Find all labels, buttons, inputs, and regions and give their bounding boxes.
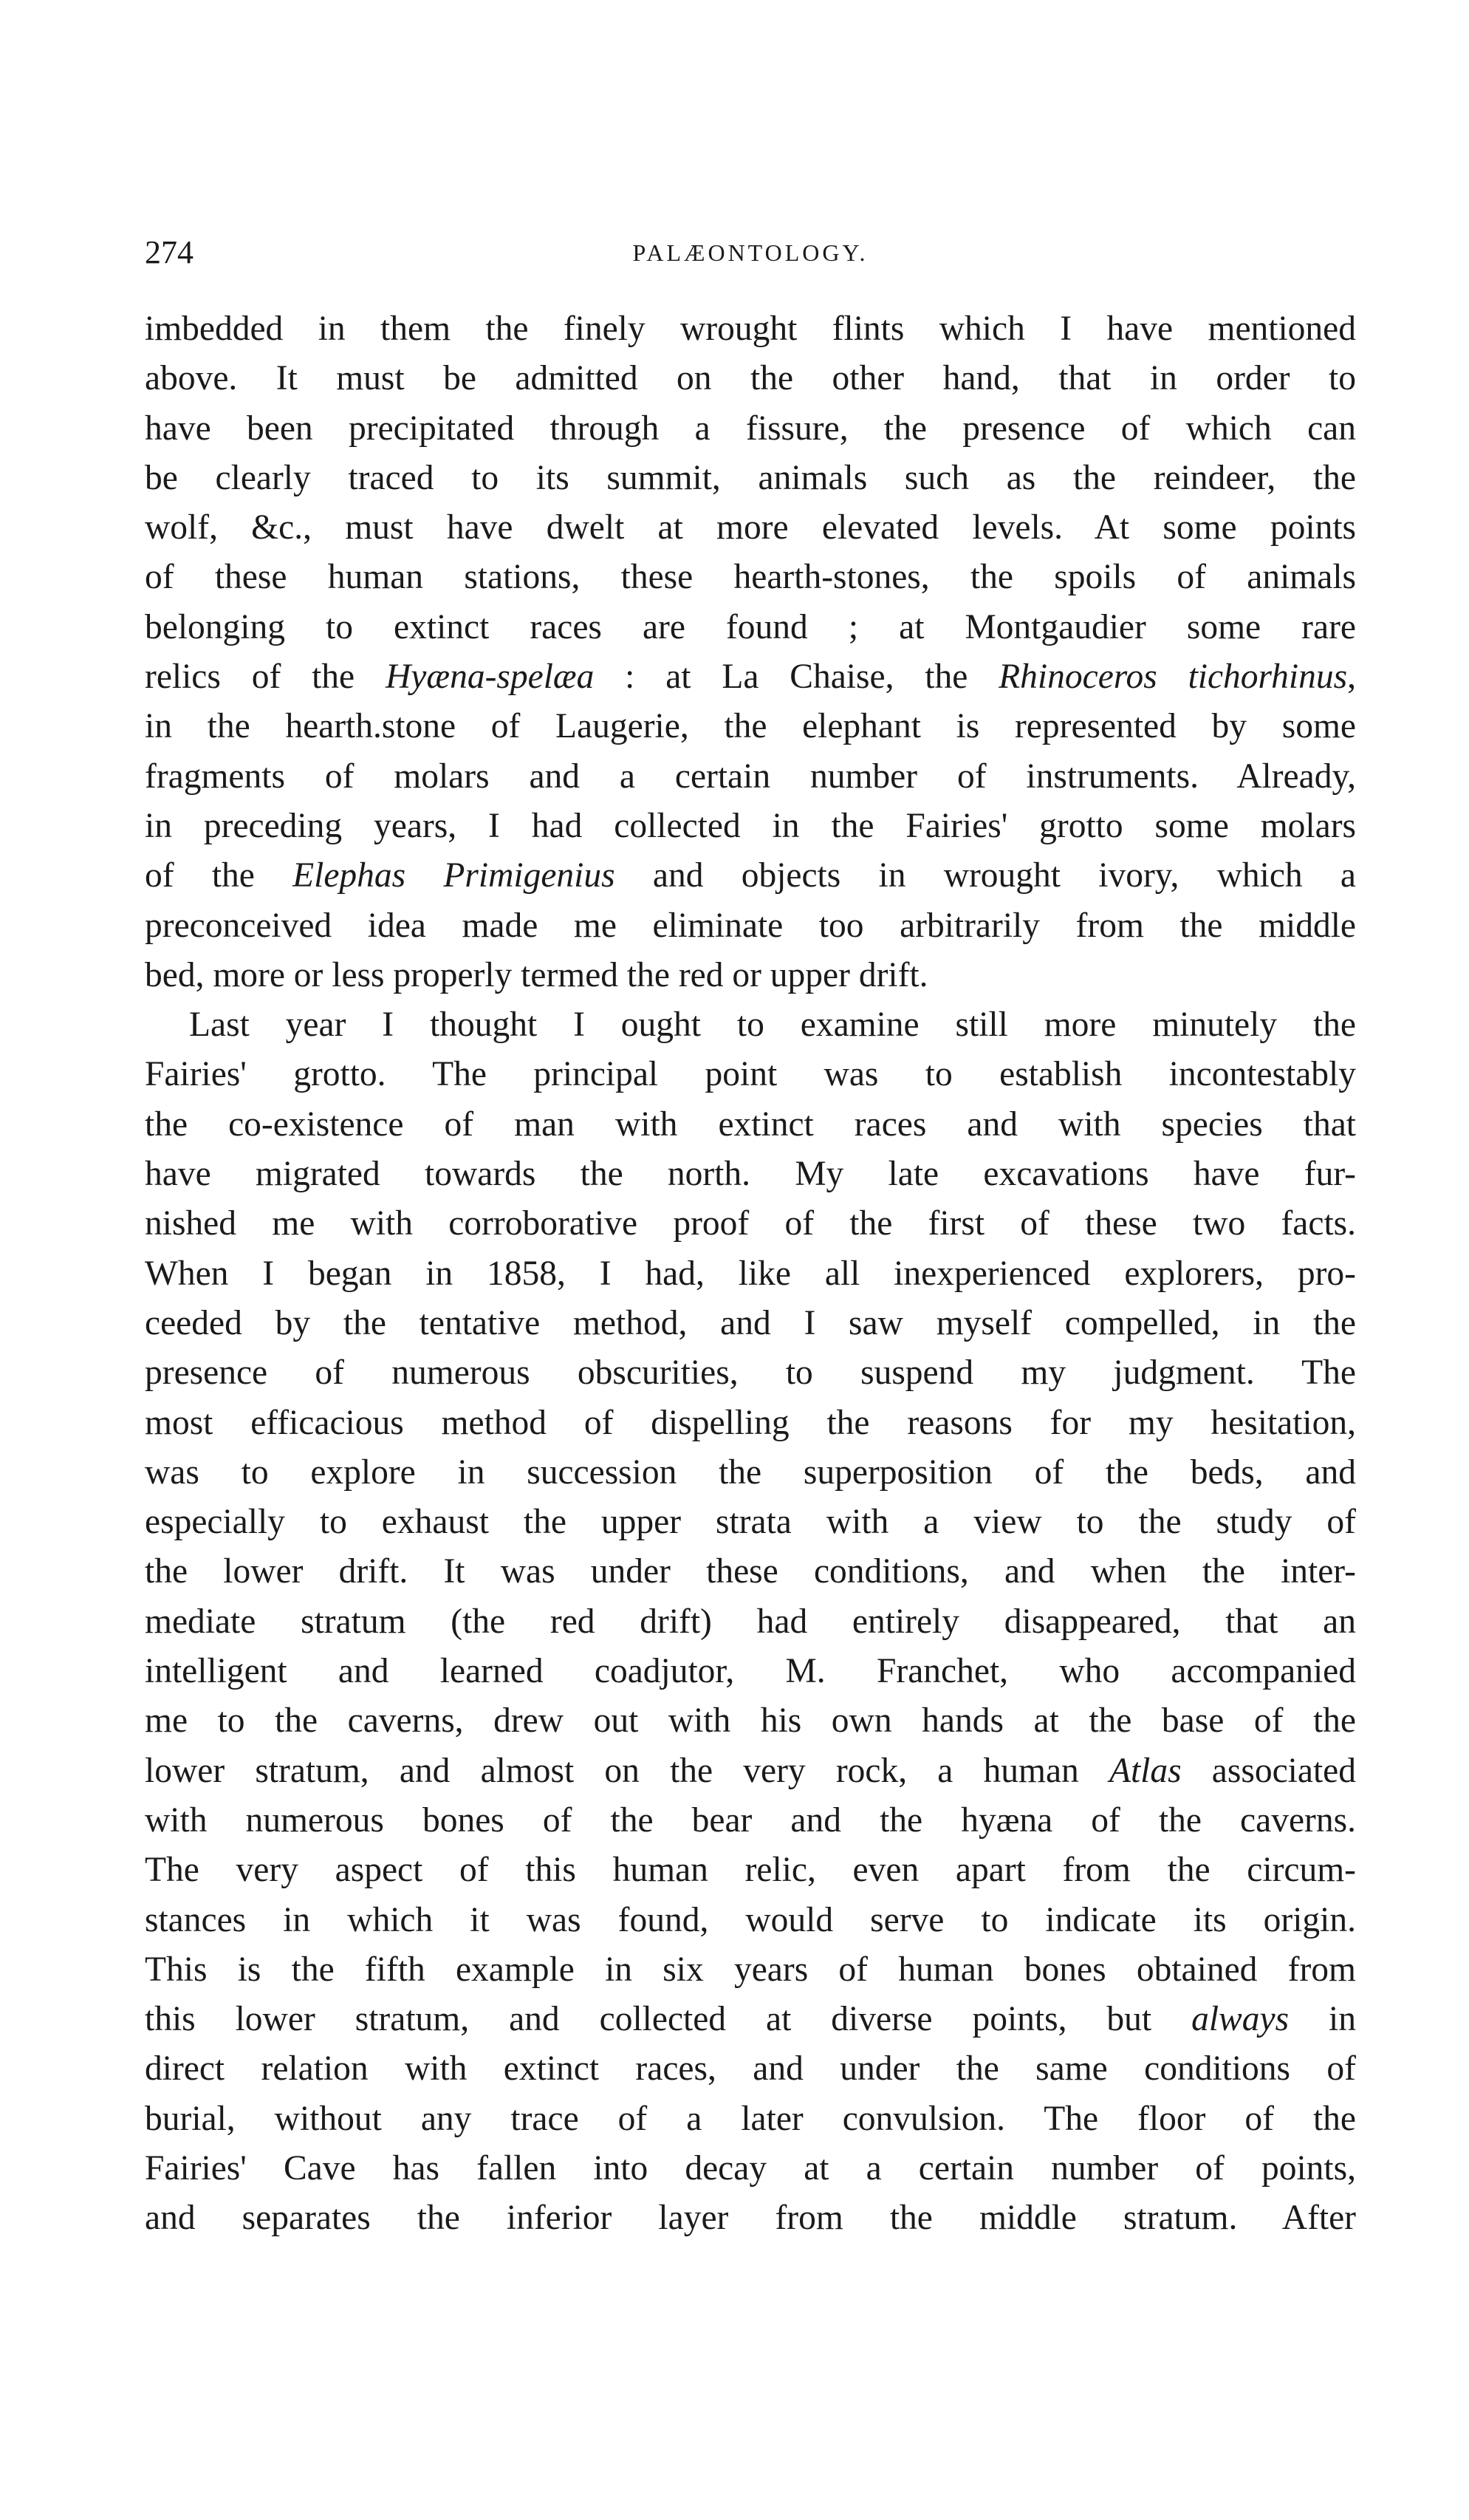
- italic-term: always: [1191, 2000, 1290, 2039]
- text-line: [145, 2044, 1356, 2094]
- text-line: [145, 1845, 1356, 1895]
- text-line: [145, 752, 1356, 802]
- text-run: Last year I thought I ought to examine still more minutely the: [189, 1005, 1356, 1045]
- text-line: [145, 1299, 1356, 1348]
- text-line: [145, 951, 1356, 1000]
- text-line: [145, 1399, 1356, 1448]
- text-line: [145, 2094, 1356, 2144]
- text-line: [145, 2193, 1356, 2243]
- text-run: especially to exhaust the upper strata with a view to the study of: [145, 1503, 1356, 1542]
- text-line: [145, 1199, 1356, 1249]
- text-line: [145, 1249, 1356, 1299]
- text-line: [145, 503, 1356, 553]
- text-run: of the: [145, 856, 293, 895]
- text-run: This is the fifth example in six years of human bones obtained from: [145, 1950, 1356, 1989]
- text-line: [145, 304, 1356, 354]
- text-run: relics of the: [145, 658, 386, 697]
- text-run: was to explore in succession the superposition of the beds, and: [145, 1452, 1356, 1492]
- paragraph: [145, 1000, 1356, 2243]
- italic-term: Elephas Primigenius: [292, 856, 615, 895]
- text-line: [145, 1995, 1356, 2044]
- text-run: and objects in wrought ivory, which a: [614, 856, 1356, 895]
- text-run: with numerous bones of the bear and the hyæna of the caverns.: [145, 1800, 1356, 1840]
- text-run: above. It must be admitted on the other hand, that in order to: [145, 359, 1356, 398]
- text-line: [145, 1000, 1356, 1050]
- text-line: [145, 1796, 1356, 1845]
- running-head: [145, 231, 1356, 275]
- italic-term: Rhinoceros tichorhinus: [999, 658, 1348, 697]
- text-line: [145, 1050, 1356, 1099]
- text-run: the lower drift. It was under these conditions, and when the inter-: [145, 1552, 1356, 1591]
- text-run: bed, more or less properly termed the red or upper drift.: [145, 955, 928, 994]
- text-run: fragments of molars and a certain number of instruments. Already,: [145, 757, 1356, 796]
- text-run: ceeded by the tentative method, and I saw myself compelled, in the: [145, 1303, 1356, 1342]
- text-run: intelligent and learned coadjutor, M. Franchet, who accompanied: [145, 1652, 1356, 1691]
- text-line: [145, 1100, 1356, 1150]
- text-line: [145, 354, 1356, 403]
- text-run: of these human stations, these hearth-stones, the spoils of animals: [145, 558, 1356, 597]
- text-run: me to the caverns, drew out with his own hands at the base of the: [145, 1701, 1356, 1741]
- text-line: [145, 2144, 1356, 2193]
- text-line: [145, 404, 1356, 454]
- text-line: [145, 553, 1356, 602]
- text-line: [145, 603, 1356, 652]
- italic-term: Atlas: [1109, 1751, 1182, 1790]
- page-number: 274: [145, 234, 194, 270]
- paragraph: [145, 304, 1356, 1000]
- text-run: ,: [1347, 658, 1356, 697]
- text-run: lower stratum, and almost on the very rock, a human: [145, 1751, 1109, 1790]
- text-run: When I began in 1858, I had, like all inexperienced explorers, pro-: [145, 1254, 1356, 1293]
- text-run: this lower stratum, and collected at diverse points, but: [145, 2000, 1192, 2039]
- text-line: [145, 1348, 1356, 1398]
- text-line: [145, 1746, 1356, 1796]
- text-run: in preceding years, I had collected in the Fairies' grotto some molars: [145, 806, 1356, 845]
- text-line: [145, 1696, 1356, 1746]
- text-run: preconceived idea made me eliminate too arbitrarily from the middle: [145, 906, 1356, 945]
- text-run: be clearly traced to its summit, animals such as the reindeer, the: [145, 458, 1356, 497]
- text-run: and separates the inferior layer from the middle stratum. After: [145, 2199, 1356, 2238]
- text-run: Fairies' grotto. The principal point was to establish incontestably: [145, 1055, 1356, 1094]
- text-run: have been precipitated through a fissure, the presence of which can: [145, 409, 1356, 448]
- running-title: PALÆONTOLOGY.: [632, 239, 869, 266]
- text-run: direct relation with extinct races, and under the same conditions of: [145, 2049, 1356, 2089]
- text-run: stances in which it was found, would serve to indicate its origin.: [145, 1900, 1356, 1939]
- text-run: : at La Chaise, the: [594, 658, 999, 697]
- text-run: the co-existence of man with extinct races and with species that: [145, 1104, 1356, 1144]
- text-line: [145, 1448, 1356, 1498]
- text-line: [145, 1498, 1356, 1547]
- text-run: associated: [1181, 1751, 1356, 1790]
- text-run: presence of numerous obscurities, to suspend my judgment. The: [145, 1353, 1356, 1393]
- text-line: [145, 652, 1356, 702]
- text-run: have migrated towards the north. My late excavations have fur-: [145, 1155, 1356, 1194]
- text-run: in: [1289, 2000, 1356, 2039]
- text-line: [145, 1597, 1356, 1647]
- text-run: burial, without any trace of a later convulsion. The floor of the: [145, 2099, 1356, 2138]
- text-line: [145, 702, 1356, 751]
- text-line: [145, 1547, 1356, 1597]
- text-line: [145, 454, 1356, 503]
- text-line: [145, 1150, 1356, 1199]
- text-run: nished me with corroborative proof of the first of these two facts.: [145, 1204, 1356, 1243]
- text-run: The very aspect of this human relic, even apart from the circum-: [145, 1851, 1356, 1890]
- text-line: [145, 1945, 1356, 1995]
- italic-term: Hyæna-spelæa: [386, 658, 595, 697]
- text-run: belonging to extinct races are found ; at Montgaudier some rare: [145, 607, 1356, 646]
- text-run: Fairies' Cave has fallen into decay at a certain number of points,: [145, 2148, 1356, 2188]
- text-run: wolf, &c., must have dwelt at more elevated levels. At some points: [145, 508, 1356, 547]
- text-run: most efficacious method of dispelling the reasons for my hesitation,: [145, 1403, 1356, 1442]
- text-line: [145, 901, 1356, 951]
- text-run: mediate stratum (the red drift) had entirely disappeared, that an: [145, 1602, 1356, 1641]
- text-run: in the hearth.stone of Laugerie, the elephant is represented by some: [145, 707, 1356, 746]
- body-text: [145, 304, 1356, 2244]
- text-line: [145, 851, 1356, 901]
- text-line: [145, 1896, 1356, 1945]
- text-run: imbedded in them the finely wrought flints which I have mentioned: [145, 310, 1356, 348]
- text-line: [145, 802, 1356, 851]
- text-line: [145, 1647, 1356, 1696]
